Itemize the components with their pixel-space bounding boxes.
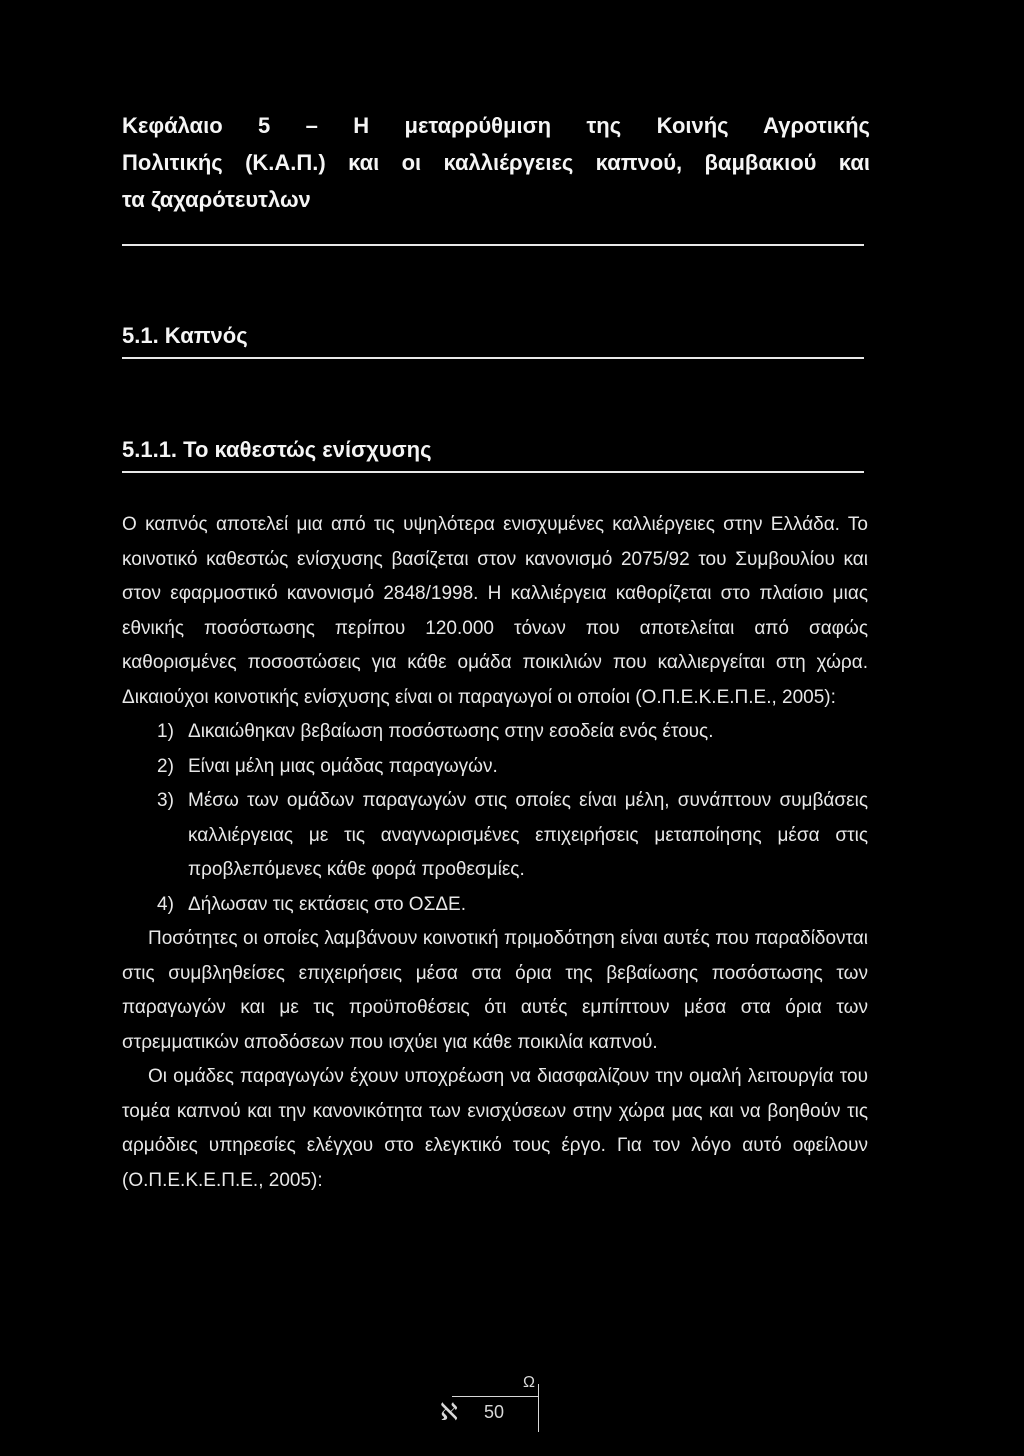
paragraph-intro: Ο καπνός αποτελεί μια από τις υψηλότερα ενισχυμένες καλλιέργειες στην Ελλάδα. Το κοινοτικό καθεστώς ενίσχυσης βασίζεται στον κανονισμό 2075/92 του Συμβουλίου και στον εφαρμοστικό κανονισμό 2848/1998. Η καλλιέργεια καθορίζεται στο πλαίσιο μιας εθνικής ποσόστωσης περίπου 120.000 τόνων που αποτελείται από σαφώς καθορισμένες ποσοστώσεις για κάθε ομάδα ποικιλιών που καλλιεργείται στη χώρα. Δικαιούχοι κοινοτικής ενίσχυσης είναι οι παραγωγοί οι οποίοι (Ο.Π.Ε.Κ.Ε.Π.Ε., 2005): [122,514,868,708]
list-item [122,715,868,750]
paragraph-quantities: Ποσότητες οι οποίες λαμβάνουν κοινοτική πριμοδότηση είναι αυτές που παραδίδονται στις συμβληθείσες επιχειρήσεις μέσα στα όρια της βεβαίωσης ποσόστωσης των παραγωγών και με τις προϋποθέσεις ότι αυτές εμπίπτουν μέσα στα όρια των στρεμματικών αποδόσεων που ισχύει για κάθε ποικιλία καπνού. [122,928,868,1053]
list-item-text: Μέσω των ομάδων παραγωγών στις οποίες είναι μέλη, συνάπτουν συμβάσεις καλλιέργειας με τις αναγνωρισμένες επιχειρήσεις μεταποίησης μέσα στις προβλεπόμενες κάθε φορά προθεσμίες. [188,790,868,880]
paragraph-producer-groups: Οι ομάδες παραγωγών έχουν υποχρέωση να διασφαλίζουν την ομαλή λειτουργία του τομέα καπνού και την κανονικότητα των ενισχύσεων στην χώρα μας και να βοηθούν τις αρμόδιες υπηρεσίες ελέγχου στο ελεγκτικό τους έργο. Για τον λόγο αυτό οφείλουν (Ο.Π.Ε.Κ.Ε.Π.Ε., 2005): [122,1066,868,1191]
subsection-heading [122,436,870,473]
list-item [122,784,868,888]
footer-bar [538,1384,539,1432]
section-heading [122,322,870,359]
chapter-heading-line-1: Κεφάλαιο 5 – Η μεταρρύθμιση της Κοινής Αγροτικής [122,113,870,138]
list-item [122,750,868,785]
section-divider [122,357,864,359]
footer-mark-icon: Ω [523,1374,535,1391]
body-text [122,508,868,1198]
page-number: 50 [484,1402,505,1422]
chapter-heading-line-3: τα ζαχαρότευτλων [122,187,311,212]
chapter-heading [122,112,870,223]
chapter-heading-line-2: Πολιτικής (Κ.Α.Π.) και οι καλλιέργειες καπνού, βαμβακιού και [122,150,870,175]
list-item [122,888,868,923]
list-item-number: 3) [157,790,174,811]
list-item-text: Δικαιώθηκαν βεβαίωση ποσόστωσης στην εσοδεία ενός έτους. [188,721,714,742]
list-item-number: 4) [157,893,174,915]
list-item-number: 2) [157,755,174,777]
list-item-text: Δήλωσαν τις εκτάσεις στο ΟΣΔΕ. [188,893,466,915]
list-item-number: 1) [157,721,174,742]
footer-rule [452,1396,538,1397]
eligibility-list [122,715,868,922]
publisher-logo-icon: ℵ [440,1398,458,1426]
subsection-divider [122,471,864,473]
chapter-divider [122,244,864,246]
list-item-text: Είναι μέλη μιας ομάδας παραγωγών. [188,755,498,777]
page-footer [440,1374,550,1432]
section-title: 5.1. Καπνός [122,323,248,348]
subsection-title: 5.1.1. Το καθεστώς ενίσχυσης [122,437,432,462]
